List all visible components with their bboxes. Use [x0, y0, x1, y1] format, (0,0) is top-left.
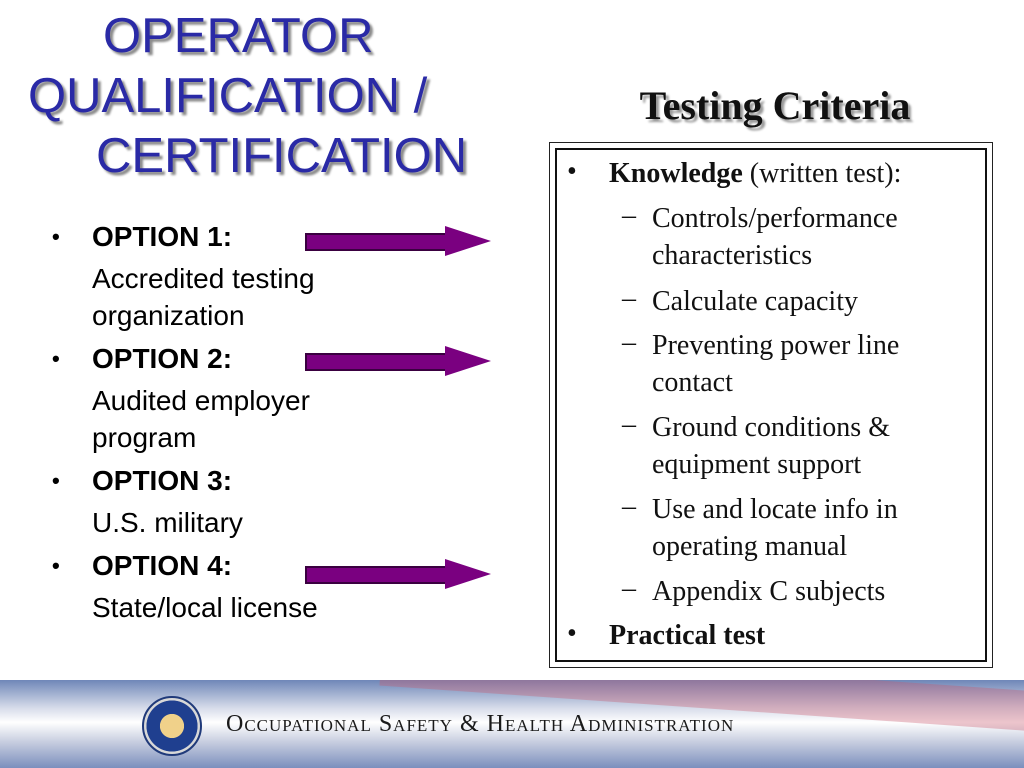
dash-icon: –	[622, 200, 636, 231]
option-label: OPTION 4:	[92, 550, 233, 581]
sub-item: Use and locate info in operating manual	[652, 494, 898, 562]
knowledge-suffix: (written test):	[742, 158, 902, 189]
option-item	[52, 464, 492, 541]
bullet-icon: •	[567, 618, 577, 649]
bullet-icon: •	[52, 346, 60, 371]
dash-icon: –	[622, 327, 636, 358]
arrow-right-icon	[305, 226, 490, 258]
bullet-icon: •	[52, 468, 60, 493]
title-line-1: OPERATOR	[103, 9, 374, 63]
bullet-icon: •	[52, 224, 60, 249]
dash-icon: –	[622, 491, 636, 522]
slide-title	[0, 6, 540, 186]
bullet-icon: •	[52, 553, 60, 578]
sub-item: Calculate capacity	[652, 286, 858, 317]
sub-item: Ground conditions & equipment support	[652, 412, 890, 480]
arrow-right-icon	[305, 559, 490, 591]
practical-test: Practical test	[609, 620, 766, 651]
footer-text: Occupational Safety & Health Administration	[226, 711, 735, 737]
title-line-3: CERTIFICATION	[96, 129, 468, 183]
bullet-icon: •	[567, 156, 577, 187]
title-line-2: QUALIFICATION /	[28, 69, 428, 123]
sub-item: Controls/performance characteristics	[652, 203, 898, 271]
sub-item: Preventing power line contact	[652, 330, 900, 398]
arrow-right-icon	[305, 346, 490, 378]
dash-icon: –	[622, 283, 636, 314]
option-description: U.S. military	[92, 507, 243, 538]
option-description: Audited employer program	[92, 385, 310, 453]
dol-seal-icon	[142, 696, 202, 756]
footer-banner	[0, 680, 1024, 768]
option-description: State/local license	[92, 592, 318, 623]
option-description: Accredited testing organization	[92, 263, 315, 331]
dash-icon: –	[622, 409, 636, 440]
option-label: OPTION 3:	[92, 465, 233, 496]
option-label: OPTION 2:	[92, 343, 233, 374]
option-label: OPTION 1:	[92, 221, 233, 252]
criteria-box	[549, 142, 993, 668]
sub-item: Appendix C subjects	[652, 576, 886, 607]
knowledge-label: Knowledge	[609, 158, 743, 189]
criteria-title: Testing Criteria	[639, 83, 911, 128]
dash-icon: –	[622, 573, 636, 604]
